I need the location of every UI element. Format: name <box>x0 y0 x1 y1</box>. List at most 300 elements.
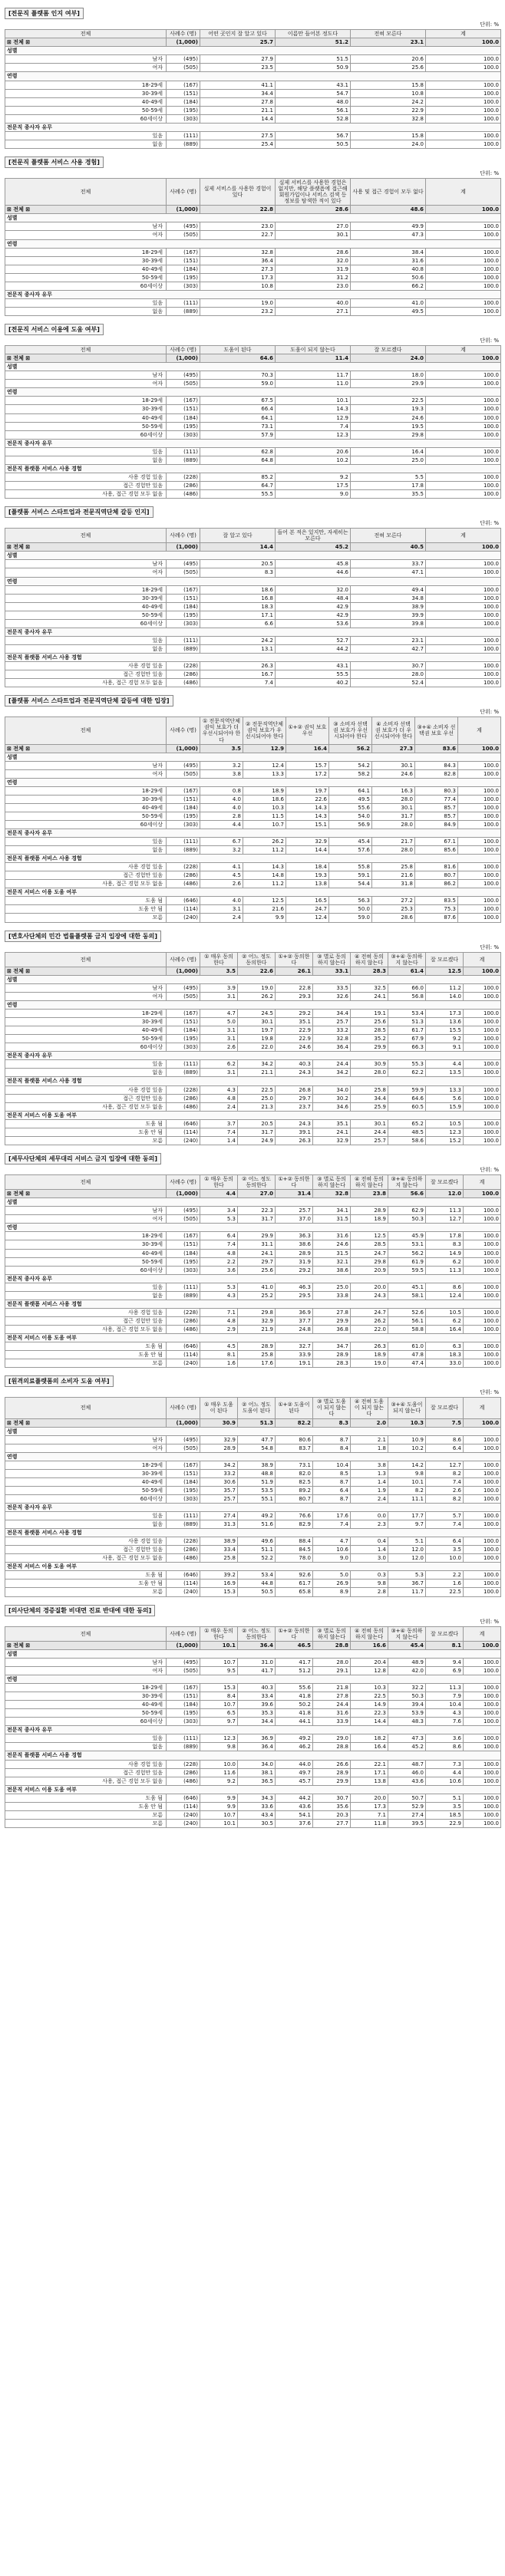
percent-value: 100.0 <box>464 1018 501 1026</box>
total-row <box>5 38 501 47</box>
column-header: ② 전문직역단체 권익 보호가 우선시되어야 한다 <box>243 717 286 744</box>
percent-value: 73.1 <box>276 1461 313 1469</box>
survey-section <box>5 1151 500 1368</box>
percent-value: 3.7 <box>200 1119 238 1128</box>
percent-value: 100.0 <box>426 456 501 464</box>
row-label: 모름 <box>5 1810 167 1819</box>
column-header: ③ 별로 도움이 되지 않는다 <box>313 1398 351 1418</box>
sample-size: (495) <box>167 560 200 568</box>
percent-value: 24.2 <box>351 97 426 106</box>
percent-value: 2.8 <box>200 812 243 820</box>
percent-value: 100.0 <box>464 1641 501 1649</box>
percent-value: 9.8 <box>351 1580 388 1588</box>
sample-size: (228) <box>167 1308 200 1316</box>
percent-value: 18.6 <box>243 795 286 803</box>
percent-value: 100.0 <box>464 1701 501 1709</box>
percent-value: 47.7 <box>238 1435 276 1444</box>
percent-value: 30.9 <box>200 1418 238 1427</box>
percent-value: 100.0 <box>426 661 501 670</box>
column-header: 사례수 (명) <box>167 1398 200 1418</box>
percent-value: 4.4 <box>426 1768 464 1777</box>
percent-value: 31.7 <box>238 1215 276 1224</box>
percent-value: 45.8 <box>276 560 351 568</box>
percent-value: 13.1 <box>200 644 276 653</box>
percent-value: 73.1 <box>200 422 276 430</box>
percent-value: 30.1 <box>276 231 351 239</box>
percent-value: 24.8 <box>276 1325 313 1333</box>
percent-value: 22.9 <box>276 1026 313 1035</box>
row-group-label: 전문직 종사자 유무 <box>5 123 501 131</box>
percent-value: 100.0 <box>464 1060 501 1069</box>
percent-value: 60.5 <box>388 1102 426 1111</box>
percent-value: 24.1 <box>238 1249 276 1257</box>
percent-value: 100.0 <box>464 1546 501 1554</box>
percent-value: 29.0 <box>313 1734 351 1743</box>
percent-value: 31.6 <box>313 1709 351 1718</box>
percent-value: 100.0 <box>464 1734 501 1743</box>
sample-size: (240) <box>167 1359 200 1368</box>
row-group-label: 성별 <box>5 1427 501 1435</box>
percent-value: 2.8 <box>351 1588 388 1596</box>
percent-value: 34.0 <box>313 1085 351 1094</box>
table-row <box>5 1308 501 1316</box>
percent-value: 25.8 <box>200 1554 238 1563</box>
percent-value: 23.7 <box>276 1102 313 1111</box>
percent-value: 26.1 <box>276 967 313 975</box>
percent-value: 47.4 <box>388 1359 426 1368</box>
sample-size: (495) <box>167 1658 200 1666</box>
survey-section <box>5 155 500 316</box>
percent-value: 8.4 <box>313 1444 351 1452</box>
percent-value: 12.4 <box>286 914 329 922</box>
percent-value: 75.3 <box>415 905 458 914</box>
row-label: 60세이상 <box>5 1718 167 1726</box>
percent-value: 16.4 <box>426 1325 464 1333</box>
row-label: 40-49세 <box>5 97 167 106</box>
percent-value: 33.9 <box>276 1351 313 1359</box>
row-label: 있음 <box>5 838 167 846</box>
table-row <box>5 679 501 687</box>
percent-value: 33.8 <box>313 1291 351 1300</box>
sample-size: (505) <box>167 1444 200 1452</box>
row-label: 18-29세 <box>5 1232 167 1240</box>
table-row <box>5 1546 501 1554</box>
percent-value: 27.3 <box>372 744 415 753</box>
row-label: 없음 <box>5 644 167 653</box>
percent-value: 10.5 <box>426 1308 464 1316</box>
percent-value: 40.2 <box>276 679 351 687</box>
percent-value: 54.1 <box>276 1810 313 1819</box>
percent-value: 89.2 <box>276 1486 313 1494</box>
percent-value: 8.7 <box>313 1435 351 1444</box>
row-label: ⊠ 전체 ⊠ <box>5 38 167 47</box>
percent-value: 16.4 <box>351 447 426 456</box>
percent-value: 56.6 <box>388 1190 426 1198</box>
percent-value: 4.1 <box>200 863 243 871</box>
percent-value: 100.0 <box>464 1351 501 1359</box>
column-header: ④ 소비자 선택권 보호가 더 우선시되어야 한다 <box>372 717 415 744</box>
percent-value: 30.2 <box>313 1094 351 1102</box>
row-label: 사용, 접근 경험 모두 없음 <box>5 489 167 498</box>
percent-value: 100.0 <box>426 282 501 290</box>
row-label: 모름 <box>5 1359 167 1368</box>
percent-value: 26.3 <box>276 1136 313 1145</box>
table-row <box>5 140 501 148</box>
percent-value: 14.3 <box>286 803 329 812</box>
percent-value: 5.1 <box>426 1794 464 1802</box>
column-header: 계 <box>426 179 501 206</box>
percent-value: 24.5 <box>238 1010 276 1018</box>
percent-value: 50.9 <box>276 64 351 72</box>
sample-size: (889) <box>167 1520 200 1529</box>
sample-size: (303) <box>167 820 200 828</box>
percent-value: 57.9 <box>200 430 276 439</box>
percent-value: 100.0 <box>464 1580 501 1588</box>
table-row <box>5 1060 501 1069</box>
percent-value: 11.0 <box>276 380 351 388</box>
table-row <box>5 298 501 307</box>
percent-value: 29.8 <box>238 1308 276 1316</box>
percent-value: 28.0 <box>313 1658 351 1666</box>
table-row <box>5 231 501 239</box>
percent-value: 10.3 <box>388 1418 426 1427</box>
row-label: 있음 <box>5 447 167 456</box>
percent-value: 47.3 <box>388 1734 426 1743</box>
percent-value: 64.8 <box>200 456 276 464</box>
percent-value: 54.8 <box>238 1444 276 1452</box>
row-group-label: 전문직 종사자 유무 <box>5 1052 501 1060</box>
percent-value: 100.0 <box>426 89 501 97</box>
percent-value: 14.3 <box>286 812 329 820</box>
table-row <box>5 1520 501 1529</box>
percent-value: 100.0 <box>458 914 501 922</box>
row-label: 모름 <box>5 914 167 922</box>
percent-value: 47.1 <box>351 568 426 577</box>
row-label: 50-59세 <box>5 1486 167 1494</box>
table-row <box>5 1494 501 1503</box>
percent-value: 34.4 <box>351 1094 388 1102</box>
percent-value: 100.0 <box>464 1069 501 1077</box>
percent-value: 14.4 <box>286 846 329 855</box>
percent-value: 49.4 <box>351 585 426 594</box>
percent-value: 53.4 <box>238 1571 276 1580</box>
sample-size: (303) <box>167 1494 200 1503</box>
percent-value: 25.7 <box>313 1018 351 1026</box>
percent-value: 13.5 <box>426 1069 464 1077</box>
percent-value: 25.6 <box>351 1018 388 1026</box>
row-group-label: 연령 <box>5 1452 501 1461</box>
percent-value: 32.8 <box>313 1190 351 1198</box>
percent-value: 100.0 <box>464 1190 501 1198</box>
percent-value: 19.0 <box>200 298 276 307</box>
percent-value: 22.5 <box>351 397 426 405</box>
percent-value: 38.6 <box>276 1240 313 1249</box>
sample-size: (151) <box>167 256 200 265</box>
percent-value: 3.1 <box>200 905 243 914</box>
percent-value: 100.0 <box>426 670 501 679</box>
percent-value: 41.8 <box>276 1692 313 1701</box>
percent-value: 100.0 <box>458 820 501 828</box>
percent-value: 19.7 <box>286 786 329 795</box>
percent-value: 7.1 <box>351 1810 388 1819</box>
percent-value: 3.6 <box>200 1266 238 1274</box>
percent-value: 24.2 <box>200 636 276 644</box>
row-label: 도움 됨 <box>5 1342 167 1351</box>
sample-size: (114) <box>167 905 200 914</box>
percent-value: 29.2 <box>276 1266 313 1274</box>
table-row <box>5 644 501 653</box>
percent-value: 48.4 <box>276 594 351 602</box>
percent-value: 9.7 <box>200 1718 238 1726</box>
percent-value: 52.8 <box>276 114 351 123</box>
sample-size: (889) <box>167 456 200 464</box>
row-label: 남자 <box>5 1207 167 1215</box>
percent-value: 1.6 <box>200 1359 238 1368</box>
percent-value: 100.0 <box>426 473 501 481</box>
unit-label: 단위: % <box>480 1167 499 1174</box>
percent-value: 2.1 <box>351 1435 388 1444</box>
percent-value: 19.1 <box>276 1359 313 1368</box>
row-label: 없음 <box>5 140 167 148</box>
percent-value: 100.0 <box>464 1486 501 1494</box>
section-title: [변호사단체의 민간 법률플랫폼 금지 입장에 대한 동의] <box>5 931 161 942</box>
percent-value: 87.6 <box>415 914 458 922</box>
percent-value: 27.8 <box>313 1308 351 1316</box>
percent-value: 49.7 <box>276 1768 313 1777</box>
row-label: 사용, 접근 경험 모두 없음 <box>5 1325 167 1333</box>
percent-value: 33.6 <box>238 1802 276 1810</box>
sample-size: (505) <box>167 64 200 72</box>
percent-value: 100.0 <box>464 1094 501 1102</box>
row-label: ⊠ 전체 ⊠ <box>5 206 167 214</box>
table-row <box>5 993 501 1001</box>
column-header: ① 매우 동의한다 <box>200 1626 238 1641</box>
percent-value: 24.1 <box>313 1128 351 1136</box>
row-group-label: 성별 <box>5 552 501 560</box>
percent-value: 51.1 <box>238 1546 276 1554</box>
sample-size: (646) <box>167 1342 200 1351</box>
percent-value: 80.7 <box>415 871 458 880</box>
percent-value: 17.8 <box>351 481 426 489</box>
percent-value: 13.3 <box>426 1085 464 1094</box>
percent-value: 4.8 <box>200 1316 238 1325</box>
percent-value: 8.4 <box>200 1692 238 1701</box>
percent-value: 9.0 <box>276 489 351 498</box>
percent-value: 100.0 <box>464 983 501 992</box>
table-row <box>5 812 501 820</box>
percent-value: 18.2 <box>351 1734 388 1743</box>
percent-value: 85.7 <box>415 803 458 812</box>
percent-value: 22.9 <box>426 1819 464 1827</box>
table-row <box>5 1359 501 1368</box>
row-group-label: 전문직 종사자 유무 <box>5 290 501 298</box>
percent-value: 2.6 <box>200 880 243 888</box>
column-header: 사례수 (명) <box>167 30 200 38</box>
table-row <box>5 1316 501 1325</box>
column-header: ② 어느 정도 도움이 된다 <box>238 1398 276 1418</box>
percent-value: 12.4 <box>243 761 286 769</box>
percent-value: 100.0 <box>458 846 501 855</box>
percent-value: 27.0 <box>238 1190 276 1198</box>
percent-value: 7.4 <box>276 422 351 430</box>
percent-value: 30.5 <box>238 1819 276 1827</box>
percent-value: 36.3 <box>276 1232 313 1240</box>
row-label: 사용 경험 있음 <box>5 473 167 481</box>
percent-value: 66.0 <box>388 983 426 992</box>
percent-value: 32.9 <box>286 838 329 846</box>
unit-label: 단위: % <box>480 1389 499 1396</box>
percent-value: 10.2 <box>276 456 351 464</box>
sample-size: (486) <box>167 1777 200 1785</box>
percent-value: 3.5 <box>200 967 238 975</box>
percent-value: 50.6 <box>351 273 426 282</box>
percent-value: 22.6 <box>238 967 276 975</box>
sample-size: (151) <box>167 1469 200 1477</box>
table-row <box>5 1477 501 1486</box>
percent-value: 100.0 <box>464 1102 501 1111</box>
row-label: ⊠ 전체 ⊠ <box>5 1641 167 1649</box>
percent-value: 32.5 <box>351 983 388 992</box>
sample-size: (495) <box>167 222 200 231</box>
row-group-label: 성별 <box>5 47 501 55</box>
percent-value: 10.6 <box>313 1546 351 1554</box>
sample-size: (184) <box>167 1249 200 1257</box>
percent-value: 66.3 <box>388 1043 426 1052</box>
percent-value: 28.6 <box>276 206 351 214</box>
percent-value: 22.5 <box>351 1692 388 1701</box>
row-group-label: 전문직 플랫폼 서비스 사용 경험 <box>5 1300 501 1308</box>
percent-value: 41.7 <box>238 1666 276 1675</box>
percent-value: 19.0 <box>238 983 276 992</box>
percent-value: 28.0 <box>372 846 415 855</box>
sample-size: (151) <box>167 1240 200 1249</box>
percent-value: 36.7 <box>388 1580 426 1588</box>
percent-value: 45.9 <box>388 1232 426 1240</box>
percent-value: 20.6 <box>351 55 426 64</box>
percent-value: 17.1 <box>200 611 276 619</box>
percent-value: 100.0 <box>464 1136 501 1145</box>
percent-value: 22.0 <box>351 1325 388 1333</box>
percent-value: 100.0 <box>458 905 501 914</box>
percent-value: 3.8 <box>351 1461 388 1469</box>
percent-value: 16.7 <box>200 670 276 679</box>
sample-size: (286) <box>167 481 200 489</box>
percent-value: 46.0 <box>388 1768 426 1777</box>
row-label: 18-29세 <box>5 786 167 795</box>
percent-value: 10.3 <box>351 1684 388 1692</box>
row-group-label: 전문직 서비스 이용 도움 여부 <box>5 1111 501 1119</box>
sample-size: (495) <box>167 983 200 992</box>
percent-value: 42.7 <box>351 644 426 653</box>
sample-size: (286) <box>167 1094 200 1102</box>
table-row <box>5 863 501 871</box>
row-group-label: 연령 <box>5 72 501 81</box>
table-row <box>5 1692 501 1701</box>
row-label: 50-59세 <box>5 273 167 282</box>
percent-value: 7.1 <box>200 1308 238 1316</box>
percent-value: 100.0 <box>464 1477 501 1486</box>
table-row <box>5 1207 501 1215</box>
sample-size: (228) <box>167 1085 200 1094</box>
percent-value: 7.3 <box>426 1760 464 1768</box>
percent-value: 64.7 <box>200 481 276 489</box>
percent-value: 22.5 <box>426 1588 464 1596</box>
percent-value: 29.8 <box>351 430 426 439</box>
percent-value: 85.2 <box>200 473 276 481</box>
column-header: 잘 모르겠다 <box>426 1175 464 1190</box>
percent-value: 38.9 <box>238 1461 276 1469</box>
sample-size: (111) <box>167 1060 200 1069</box>
percent-value: 100.0 <box>464 1520 501 1529</box>
row-label: 도움 됨 <box>5 1794 167 1802</box>
percent-value: 36.4 <box>200 256 276 265</box>
percent-value: 17.3 <box>351 1802 388 1810</box>
column-header: ①+② 권익 보호 우선 <box>286 717 329 744</box>
percent-value: 4.4 <box>426 1060 464 1069</box>
percent-value: 29.7 <box>276 1094 313 1102</box>
percent-value: 35.6 <box>313 1802 351 1810</box>
table-row <box>5 248 501 256</box>
percent-value: 11.2 <box>243 880 286 888</box>
percent-value: 2.6 <box>200 1043 238 1052</box>
percent-value: 54.0 <box>329 812 372 820</box>
percent-value: 31.5 <box>313 1215 351 1224</box>
sample-size: (111) <box>167 1512 200 1520</box>
survey-table <box>5 178 501 316</box>
sample-size: (111) <box>167 1283 200 1291</box>
percent-value: 29.5 <box>276 1291 313 1300</box>
percent-value: 21.6 <box>243 905 286 914</box>
row-label: 40-49세 <box>5 803 167 812</box>
row-label: 30-39세 <box>5 1018 167 1026</box>
percent-value: 78.0 <box>276 1554 313 1563</box>
percent-value: 41.1 <box>200 81 276 89</box>
percent-value: 100.0 <box>464 1554 501 1563</box>
percent-value: 100.0 <box>426 256 501 265</box>
column-header: 들어 본 적은 있지만, 자세히는 모른다 <box>276 529 351 543</box>
percent-value: 100.0 <box>464 1760 501 1768</box>
percent-value: 10.7 <box>243 820 286 828</box>
percent-value: 57.6 <box>329 846 372 855</box>
percent-value: 31.7 <box>372 812 415 820</box>
percent-value: 6.2 <box>200 1060 238 1069</box>
percent-value: 32.0 <box>276 256 351 265</box>
percent-value: 82.9 <box>276 1520 313 1529</box>
column-header: ③ 별로 동의하지 않는다 <box>313 952 351 967</box>
percent-value: 12.3 <box>426 1128 464 1136</box>
percent-value: 18.0 <box>351 371 426 380</box>
percent-value: 24.6 <box>351 413 426 422</box>
percent-value: 100.0 <box>464 1692 501 1701</box>
sample-size: (495) <box>167 371 200 380</box>
column-header: 잘 모르겠다 <box>426 952 464 967</box>
sample-size: (167) <box>167 397 200 405</box>
percent-value: 9.4 <box>426 1658 464 1666</box>
percent-value: 34.4 <box>238 1718 276 1726</box>
percent-value: 32.8 <box>351 114 426 123</box>
column-header: 계 <box>464 1398 501 1418</box>
percent-value: 11.4 <box>276 354 351 363</box>
percent-value: 9.2 <box>200 1777 238 1785</box>
section-title: [플랫폼 서비스 스타트업과 전문직역단체 갈등 인지] <box>5 506 153 518</box>
column-header: 전체 <box>5 952 167 967</box>
percent-value: 100.0 <box>426 619 501 628</box>
row-label: 모름 <box>5 1588 167 1596</box>
row-label: 사용, 접근 경험 모두 없음 <box>5 1102 167 1111</box>
percent-value: 28.9 <box>276 1249 313 1257</box>
percent-value: 56.2 <box>388 1249 426 1257</box>
percent-value: 12.0 <box>426 1190 464 1198</box>
